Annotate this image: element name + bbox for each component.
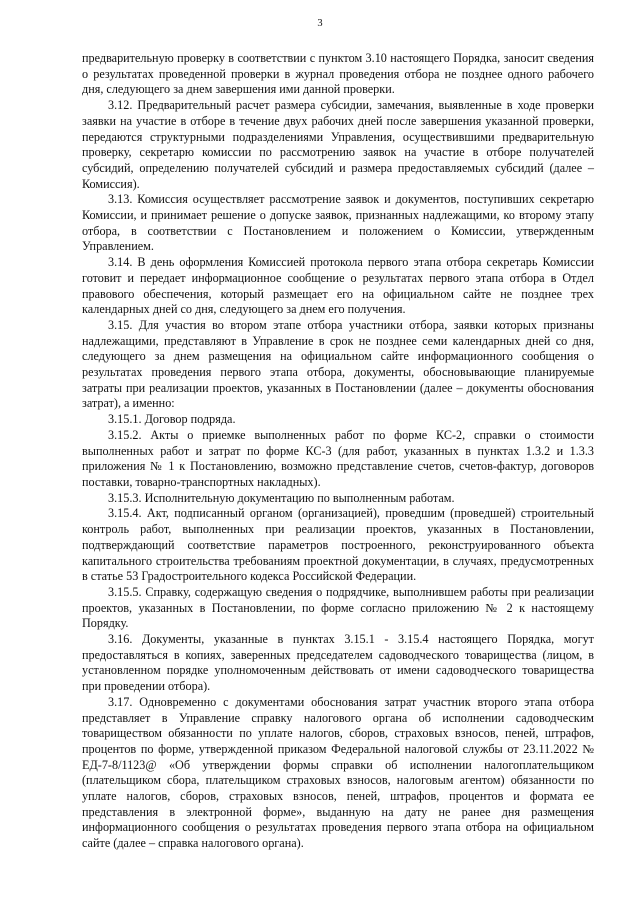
paragraph-3-15-3: 3.15.3. Исполнительную документацию по выполненным работам.: [108, 490, 455, 505]
paragraph-3-17: 3.17. Одновременно с документами обоснования затрат участник второго этапа отбора представляет в Управление справку налогового органа об исполнении садоводческим товариществом обязанности по уплате налогов, сборов, страховых взносов, пеней, штрафов, процентов по форме, утвержденной приказом Федеральной налоговой службы от 23.11.2022 № ЕД-7-8/1123@ «Об утверждении формы справки об исполнении налогоплательщиком (плательщиком сбора, плательщиком страховых взносов, налоговым агентом) обязанности по уплате налогов, сборов, страховых взносов, пеней, штрафов, процентов и формата ее представления в электронной форме», выданную на дату не ранее дня размещения информационного сообщения о результатах проведения первого этапа отбора на официальном сайте (далее – справка налогового органа).: [82, 694, 594, 851]
paragraph-3-15-4: 3.15.4. Акт, подписанный органом (организацией), проведшим (проведшей) строительный контроль работ, выполненных при реализации проектов, указанных в Постановлении, подтверждающий соответствие параметров построенного, реконструированного объекта капитального строительства требованиям проектной документации, в случаях, предусмотренных в статье 53 Градостроительного кодекса Российской Федерации.: [82, 506, 594, 584]
paragraph-3-16: 3.16. Документы, указанные в пунктах 3.15.1 - 3.15.4 настоящего Порядка, могут предоставляться в копиях, заверенных председателем садоводческого товарищества (лицом, в установленном порядке уполномоченным действовать от имени садоводческого товарищества при проведении отбора).: [82, 632, 594, 694]
paragraph-3-14: 3.14. В день оформления Комиссией протокола первого этапа отбора секретарь Комиссии готовит и передает информационное сообщение о результатах первого этапа отбора в Отдел правового обеспечения, который размещает его на официальном сайте не позднее трех календарных дней со дня, следующего за днем его получения.: [82, 255, 594, 317]
page-number: 3: [317, 18, 323, 29]
paragraph-continuation: предварительную проверку в соответствии с пунктом 3.10 настоящего Порядка, заносит сведения о результатах проведенной проверки в журнал проведения отбора не позднее одного рабочего дня, следующего за днем завершения ими данной проверки.: [82, 51, 594, 97]
paragraph-3-12: 3.12. Предварительный расчет размера субсидии, замечания, выявленные в ходе проверки заявки на участие в отборе в течение двух рабочих дней после завершения указанной проверки, передаются структурными подразделениями Управления, осуществившими предварительную проверку, секретарю комиссии по рассмотрению заявок на участие в отборе получателей субсидий, определению получателей субсидий и размера предоставляемых субсидий (далее – Комиссия).: [82, 98, 594, 191]
paragraph-3-15: 3.15. Для участия во втором этапе отбора участники отбора, заявки которых признаны надлежащими, представляют в Управление в срок не позднее семи календарных дней со дня, следующего за днем размещения на официальном сайте информационного сообщения о результатах проведения первого этапа отбора, документы, обосновывающие планируемые затраты при реализации проектов, указанных в Постановлении (далее – документы обоснования затрат), а именно:: [82, 317, 594, 411]
document-body: [82, 51, 594, 852]
paragraph-3-15-5: 3.15.5. Справку, содержащую сведения о подрядчике, выполнившем работы при реализации проектов, указанных в Постановлении, по форме согласно приложению № 2 к настоящему Порядку.: [82, 584, 594, 631]
paragraph-3-15-2: 3.15.2. Акты о приемке выполненных работ по форме КС-2, справки о стоимости выполненных работ и затрат по форме КС-3 (для работ, указанных в пунктах 1.3.2 и 1.3.3 приложения № 1 к Постановлению, возможно представление счетов, счетов-фактур, договоров поставки, товарно-транспортных накладных).: [82, 427, 594, 489]
paragraph-3-13: 3.13. Комиссия осуществляет рассмотрение заявок и документов, поступивших секретарю Комиссии, и принимает решение о допуске заявок, признанных надлежащими, ко второму этапу отбора, в соответствии с Постановлением и положением о Комиссии, утвержденным Управлением.: [82, 192, 594, 254]
paragraph-3-15-1: 3.15.1. Договор подряда.: [108, 412, 236, 427]
